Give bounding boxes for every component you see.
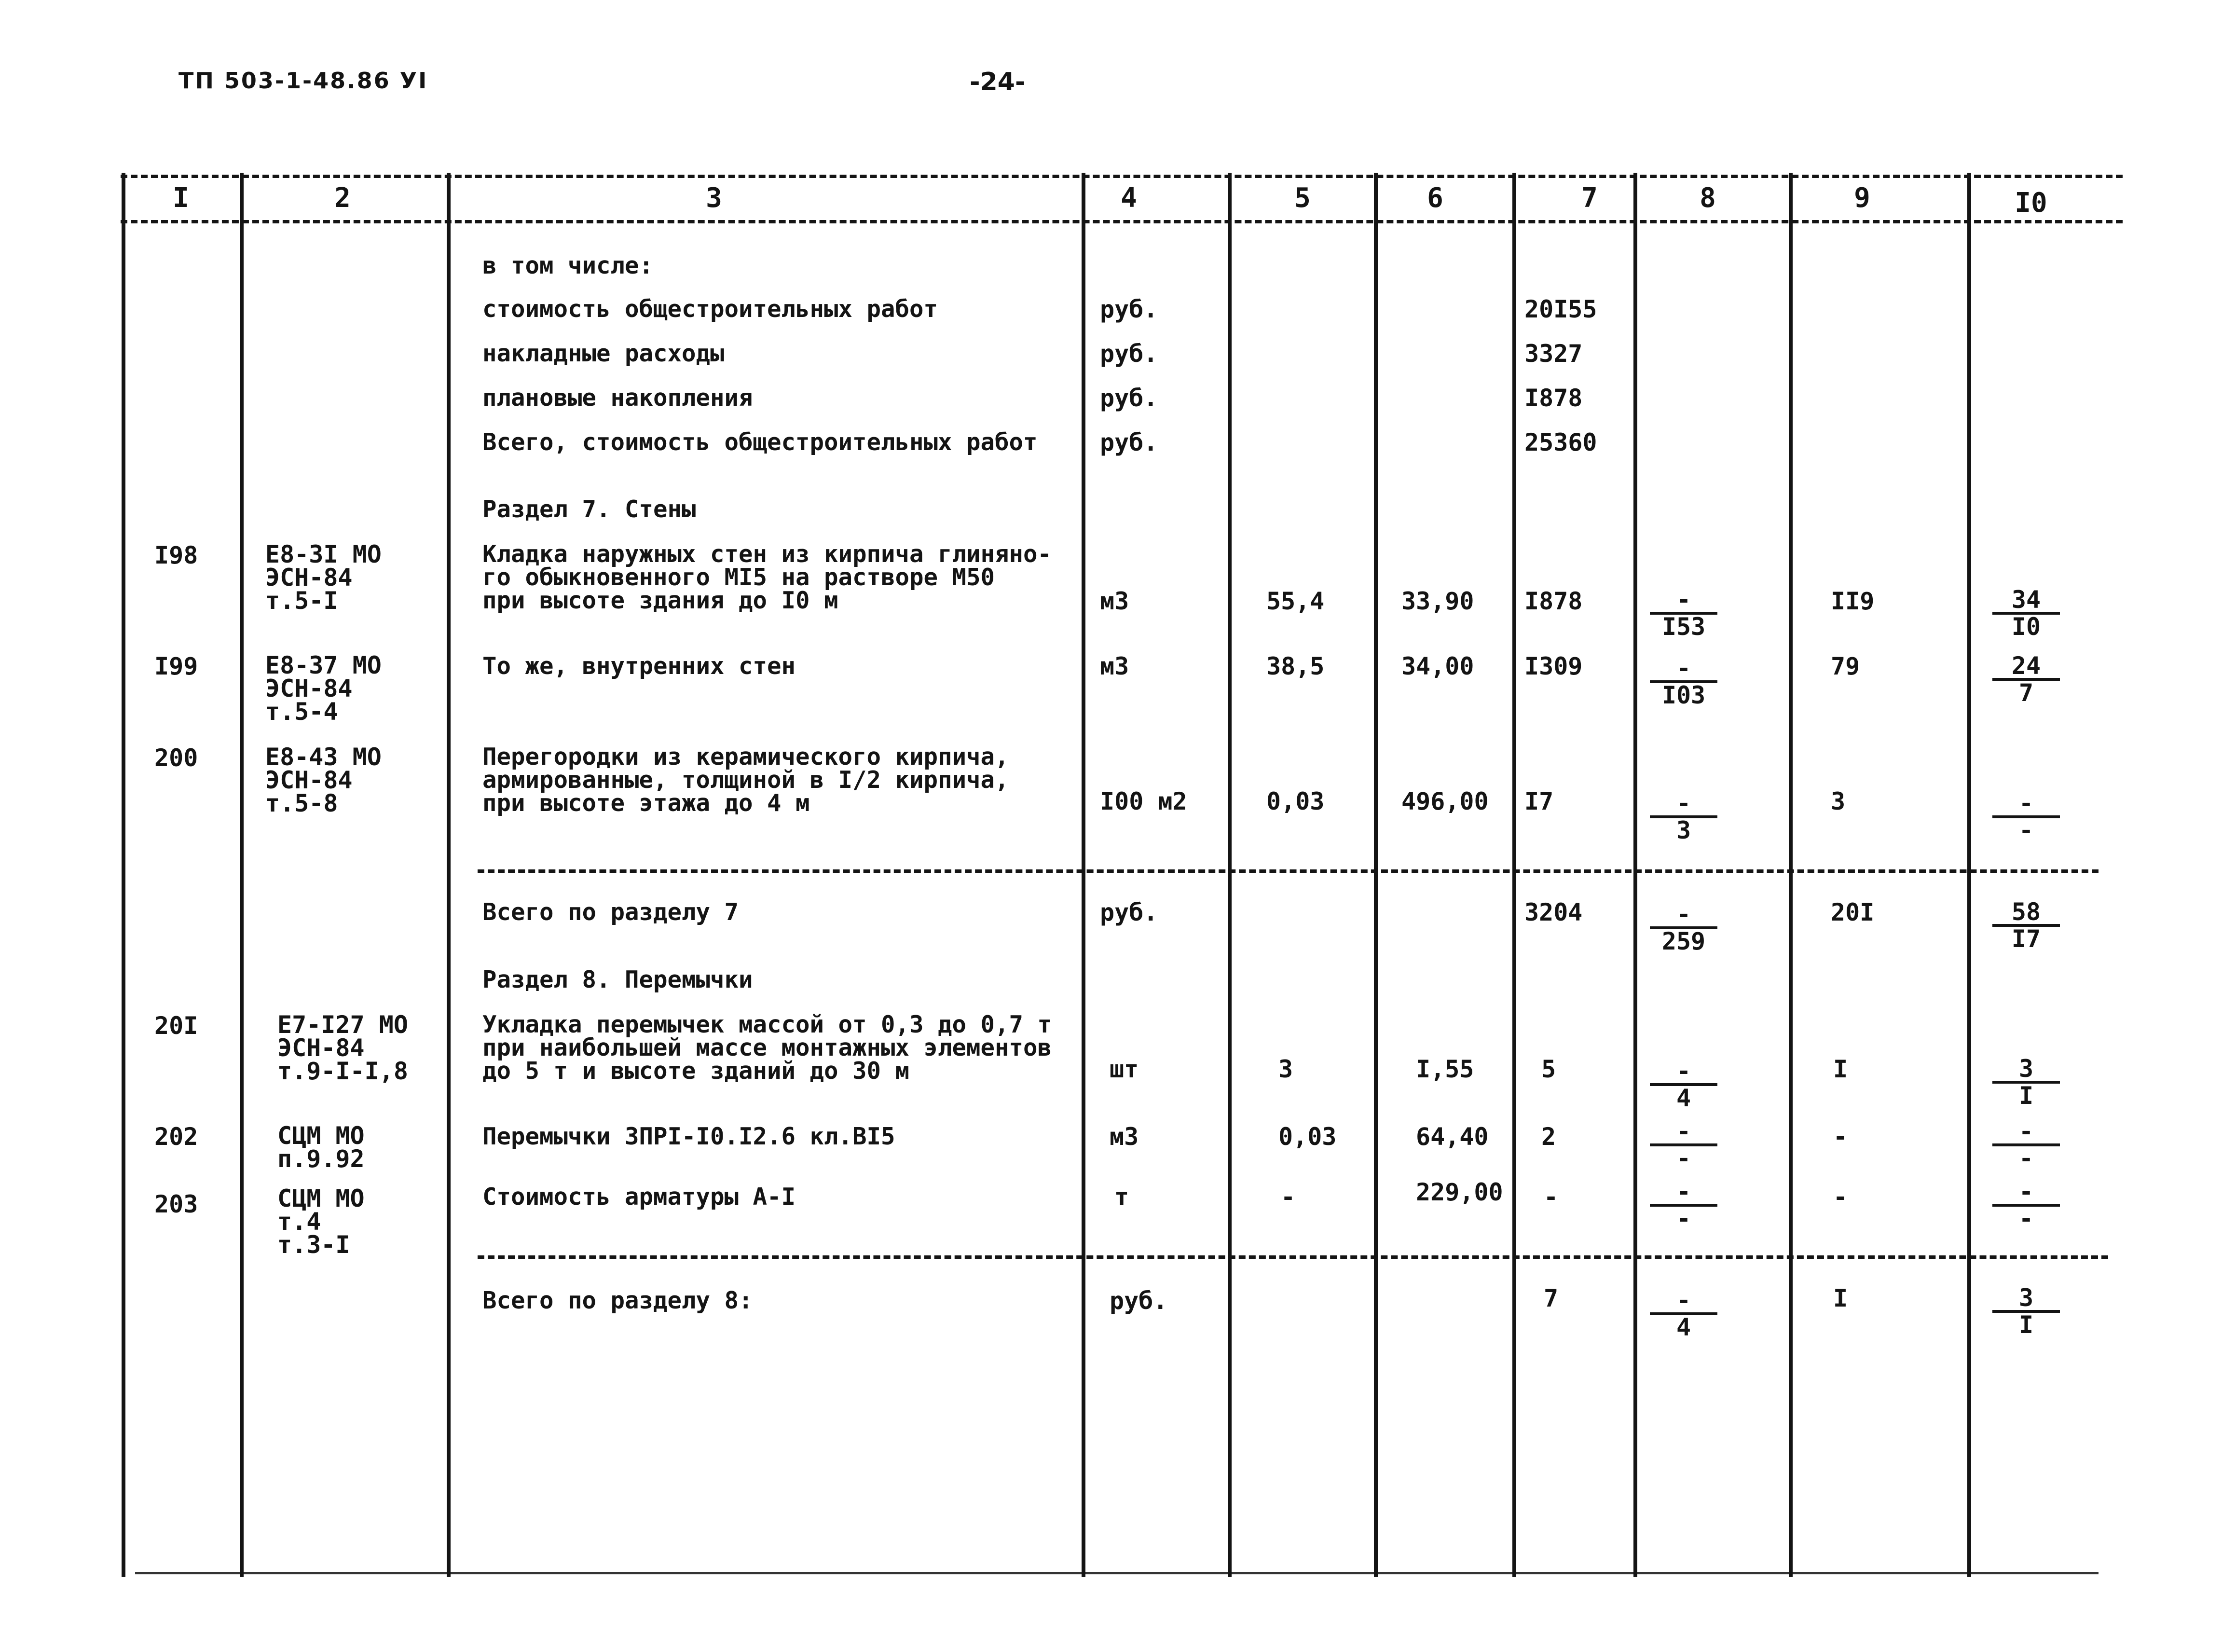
fraction-numerator: - — [1650, 1180, 1717, 1207]
fraction-numerator: - — [1992, 1119, 2060, 1146]
row-code: СЦМ МО п.9.92 — [277, 1122, 365, 1173]
fraction-numerator: 3 — [1992, 1286, 2060, 1313]
row-col10-fraction — [1992, 1119, 2060, 1170]
section-8-title: Раздел 8. Перемычки — [482, 966, 753, 993]
row-col10-fraction — [1992, 1057, 2060, 1108]
col-header-4: 4 — [1121, 182, 1137, 214]
fraction-denominator: - — [1676, 1144, 1691, 1172]
row-text: накладные расходы — [482, 340, 725, 367]
row-col7: 7 — [1544, 1284, 1559, 1312]
row-col10-fraction — [1992, 900, 2060, 951]
row-col8-fraction — [1650, 1288, 1717, 1339]
fraction-numerator: - — [1992, 1180, 2060, 1207]
col-border — [1789, 173, 1793, 1577]
row-unit: руб. — [1100, 898, 1158, 926]
fraction-denominator: 7 — [2018, 679, 2034, 707]
fraction-denominator: 259 — [1661, 927, 1706, 955]
col-border — [1967, 173, 1971, 1577]
row-col8-fraction — [1650, 1059, 1717, 1110]
fraction-denominator: - — [2018, 816, 2034, 844]
row-col8-fraction — [1650, 1180, 1717, 1231]
row-unit: м3 — [1100, 587, 1129, 615]
fraction-numerator: - — [1992, 791, 2060, 818]
row-text: Кладка наружных стен из кирпича глиняно- го обыкновенного МI5 на растворе М50 при высоте здания до I0 м — [482, 540, 1052, 614]
row-col9: 3 — [1831, 787, 1846, 815]
header-bottom-rule — [121, 220, 2123, 223]
fraction-numerator: - — [1650, 1059, 1717, 1086]
row-number: I99 — [154, 652, 198, 680]
col-border — [1082, 173, 1085, 1577]
row-code: Е8-3I МО ЭСН-84 т.5-I — [265, 540, 382, 615]
section-7-total-label: Всего по разделу 7 — [482, 898, 739, 926]
col-border — [240, 173, 244, 1577]
fraction-denominator: I0 — [2011, 613, 2041, 641]
fraction-denominator: I53 — [1661, 613, 1706, 641]
col-header-10: I0 — [2015, 187, 2047, 219]
row-col7: 3204 — [1524, 898, 1583, 926]
fraction-numerator: 24 — [1992, 654, 2060, 681]
fraction-denominator: I7 — [2011, 925, 2041, 953]
document-code: ТП 503-1-48.86 УI — [178, 68, 428, 94]
col-border — [447, 173, 451, 1577]
col-header-6: 6 — [1427, 182, 1443, 214]
row-col9: 20I — [1831, 898, 1875, 926]
row-col7: 20I55 — [1524, 295, 1597, 323]
row-col5: 38,5 — [1266, 652, 1325, 680]
row-text: стоимость общестроительных работ — [482, 295, 938, 323]
row-unit: м3 — [1110, 1123, 1139, 1151]
row-col5: 3 — [1278, 1055, 1293, 1083]
col-header-2: 2 — [334, 182, 351, 214]
row-unit: I00 м2 — [1100, 787, 1187, 815]
row-text: Стоимость арматуры А-I — [482, 1183, 796, 1211]
row-col6: 34,00 — [1401, 652, 1474, 680]
fraction-numerator: - — [1650, 902, 1717, 929]
col-header-9: 9 — [1854, 182, 1870, 214]
row-unit: руб. — [1100, 428, 1158, 456]
header-top-rule — [121, 175, 2123, 178]
fraction-denominator: I — [2018, 1311, 2034, 1339]
row-col8-fraction — [1650, 791, 1717, 842]
row-col8-fraction — [1650, 1119, 1717, 1170]
fraction-numerator: 3 — [1992, 1057, 2060, 1084]
row-col8-fraction — [1650, 902, 1717, 953]
section-8-total-label: Всего по разделу 8: — [482, 1287, 753, 1314]
fraction-denominator: I03 — [1661, 681, 1706, 709]
section8-subtotal-rule — [478, 1255, 2108, 1259]
row-unit: руб. — [1110, 1287, 1168, 1315]
row-unit: т — [1114, 1183, 1129, 1211]
row-text: Перегородки из керамического кирпича, армированные, толщиной в I/2 кирпича, при высоте этажа до 4 м — [482, 743, 1009, 817]
col-border — [122, 173, 125, 1577]
page-number: -24- — [970, 68, 1026, 96]
including-label: в том числе: — [482, 252, 654, 279]
row-text: Всего, стоимость общестроительных работ — [482, 428, 1038, 456]
col-header-1: I — [173, 182, 189, 214]
col-border — [1633, 173, 1637, 1577]
fraction-numerator: 58 — [1992, 900, 2060, 927]
row-col10-fraction — [1992, 1180, 2060, 1231]
col-header-7: 7 — [1581, 182, 1598, 214]
row-col6: 33,90 — [1401, 587, 1474, 615]
fraction-numerator: - — [1650, 1119, 1717, 1146]
row-text: То же, внутренних стен — [482, 652, 796, 680]
row-col9: I — [1833, 1284, 1848, 1312]
row-col9: 79 — [1831, 652, 1860, 680]
col-border — [1228, 173, 1232, 1577]
fraction-numerator: - — [1650, 656, 1717, 683]
row-col7: 2 — [1541, 1123, 1556, 1151]
row-number: 20I — [154, 1012, 198, 1040]
row-col8-fraction — [1650, 656, 1717, 707]
row-col9: I — [1833, 1055, 1848, 1083]
row-col10-fraction — [1992, 588, 2060, 639]
col-header-3: 3 — [706, 182, 722, 214]
row-unit: руб. — [1100, 295, 1158, 323]
row-unit: руб. — [1100, 384, 1158, 412]
row-col5: 0,03 — [1266, 787, 1325, 815]
row-col5: 0,03 — [1278, 1123, 1337, 1151]
fraction-denominator: I — [2018, 1082, 2034, 1110]
row-col6: I,55 — [1416, 1055, 1474, 1083]
row-col7: I878 — [1524, 587, 1583, 615]
fraction-denominator: - — [1676, 1205, 1691, 1233]
row-col5: 55,4 — [1266, 587, 1325, 615]
row-col7: I878 — [1524, 384, 1583, 412]
row-col9: II9 — [1831, 587, 1875, 615]
section-7-title: Раздел 7. Стены — [482, 496, 696, 523]
fraction-numerator: - — [1650, 588, 1717, 615]
col-border — [1512, 173, 1516, 1577]
row-number: 203 — [154, 1190, 198, 1218]
row-col8-fraction — [1650, 588, 1717, 639]
col-header-5: 5 — [1294, 182, 1311, 214]
fraction-denominator: 4 — [1676, 1313, 1691, 1341]
row-code: СЦМ МО т.4 т.3-I — [277, 1184, 365, 1259]
row-col7: I309 — [1524, 652, 1583, 680]
section7-subtotal-rule — [478, 869, 2099, 873]
row-col7: 5 — [1541, 1055, 1556, 1083]
row-col9: - — [1833, 1183, 1848, 1211]
row-text: Перемычки ЗПРI-I0.I2.6 кл.ВI5 — [482, 1123, 895, 1150]
row-col7: 3327 — [1524, 340, 1583, 368]
fraction-numerator: 34 — [1992, 588, 2060, 615]
row-col6: 229,00 — [1416, 1178, 1503, 1206]
row-col10-fraction — [1992, 791, 2060, 842]
row-unit: м3 — [1100, 652, 1129, 680]
row-col7: 25360 — [1524, 428, 1597, 456]
row-col9: - — [1833, 1123, 1848, 1151]
row-text: Укладка перемычек массой от 0,3 до 0,7 т при наибольшей массе монтажных элементов до 5 т и высоте зданий до 30 м — [482, 1011, 1052, 1085]
row-number: I98 — [154, 541, 198, 569]
fraction-denominator: - — [2018, 1205, 2034, 1233]
row-number: 202 — [154, 1123, 198, 1151]
col-border — [1374, 173, 1378, 1577]
row-number: 200 — [154, 744, 198, 772]
row-col10-fraction — [1992, 1286, 2060, 1337]
fraction-numerator: - — [1650, 1288, 1717, 1315]
table-bottom-rule — [135, 1572, 2099, 1574]
fraction-denominator: - — [2018, 1144, 2034, 1172]
row-col6: 496,00 — [1401, 787, 1489, 815]
row-unit: шт — [1110, 1055, 1139, 1083]
fraction-denominator: 3 — [1676, 816, 1691, 844]
row-code: Е8-43 МО ЭСН-84 т.5-8 — [265, 743, 382, 817]
col-header-8: 8 — [1700, 182, 1716, 214]
row-code: Е7-I27 МО ЭСН-84 т.9-I-I,8 — [277, 1011, 408, 1085]
row-col7: - — [1544, 1183, 1559, 1211]
row-col7: I7 — [1524, 787, 1554, 815]
row-col5: - — [1281, 1183, 1296, 1211]
row-text: плановые накопления — [482, 384, 753, 412]
row-unit: руб. — [1100, 340, 1158, 368]
row-col10-fraction — [1992, 654, 2060, 705]
row-col6: 64,40 — [1416, 1123, 1489, 1151]
fraction-denominator: 4 — [1676, 1084, 1691, 1112]
fraction-numerator: - — [1650, 791, 1717, 818]
row-code: Е8-37 МО ЭСН-84 т.5-4 — [265, 651, 382, 726]
